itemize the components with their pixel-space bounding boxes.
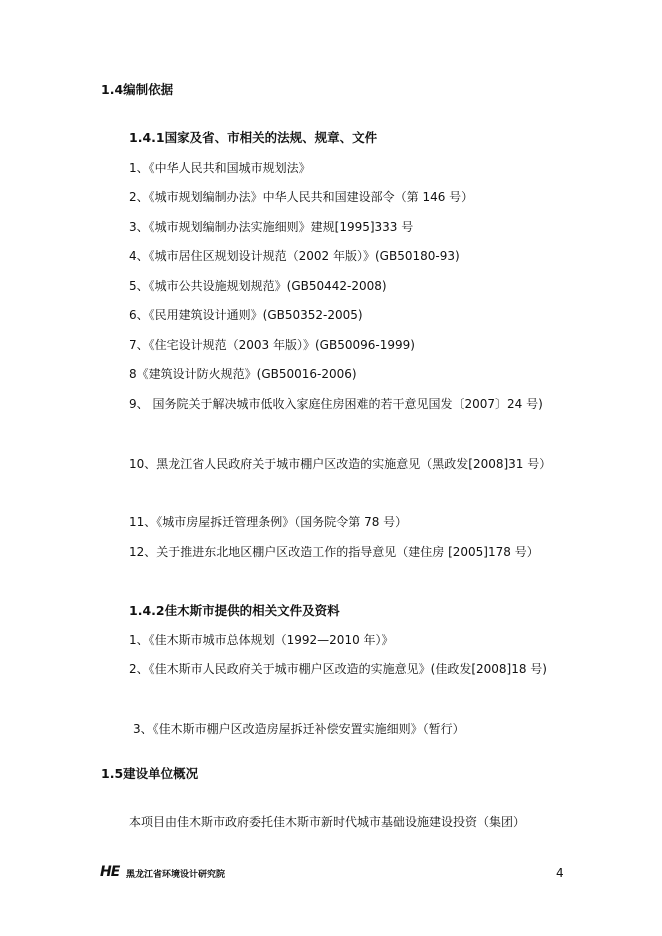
list-item: 2、《佳木斯市人民政府关于城市棚户区改造的实施意见》(佳政发[2008]18 号) bbox=[129, 662, 547, 676]
list-item: 3、《城市规划编制办法实施细则》建规[1995]333 号 bbox=[129, 220, 414, 234]
list-item: 6、《民用建筑设计通则》(GB50352-2005) bbox=[129, 308, 363, 322]
section-heading-1-4-1: 1.4.1国家及省、市相关的法规、规章、文件 bbox=[129, 130, 378, 145]
section-heading-1-4-2: 1.4.2佳木斯市提供的相关文件及资料 bbox=[129, 603, 340, 618]
list-item: 8《建筑设计防火规范》(GB50016-2006) bbox=[129, 367, 357, 381]
page-number: 4 bbox=[556, 866, 564, 880]
institute-logo: HE bbox=[100, 864, 120, 880]
section-heading-1-4: 1.4编制依据 bbox=[101, 82, 174, 97]
footer-organization: 黑龙江省环境设计研究院 bbox=[126, 870, 226, 880]
list-item: 9、 国务院关于解决城市低收入家庭住房困难的若干意见国发〔2007〕24 号) bbox=[129, 397, 543, 411]
list-item: 1、《中华人民共和国城市规划法》 bbox=[129, 161, 311, 175]
body-paragraph: 本项目由佳木斯市政府委托佳木斯市新时代城市基础设施建设投资（集团） bbox=[129, 815, 526, 829]
list-item: 11、《城市房屋拆迁管理条例》（国务院令第 78 号） bbox=[129, 515, 408, 529]
list-item: 3、《佳木斯市棚户区改造房屋拆迁补偿安置实施细则》（暂行） bbox=[133, 722, 465, 736]
list-item: 10、黑龙江省人民政府关于城市棚户区改造的实施意见（黑政发[2008]31 号） bbox=[129, 457, 552, 471]
list-item: 12、关于推进东北地区棚户区改造工作的指导意见（建住房 [2005]178 号） bbox=[129, 545, 539, 559]
list-item: 5、《城市公共设施规划规范》(GB50442-2008) bbox=[129, 279, 387, 293]
list-item: 1、《佳木斯市城市总体规划（1992—2010 年）》 bbox=[129, 633, 394, 647]
list-item: 7、《住宅设计规范（2003 年版）》(GB50096-1999) bbox=[129, 338, 415, 352]
section-heading-1-5: 1.5建设单位概况 bbox=[101, 766, 199, 781]
list-item: 2、《城市规划编制办法》中华人民共和国建设部令（第 146 号） bbox=[129, 190, 474, 204]
list-item: 4、《城市居住区规划设计规范（2002 年版）》(GB50180-93) bbox=[129, 249, 460, 263]
